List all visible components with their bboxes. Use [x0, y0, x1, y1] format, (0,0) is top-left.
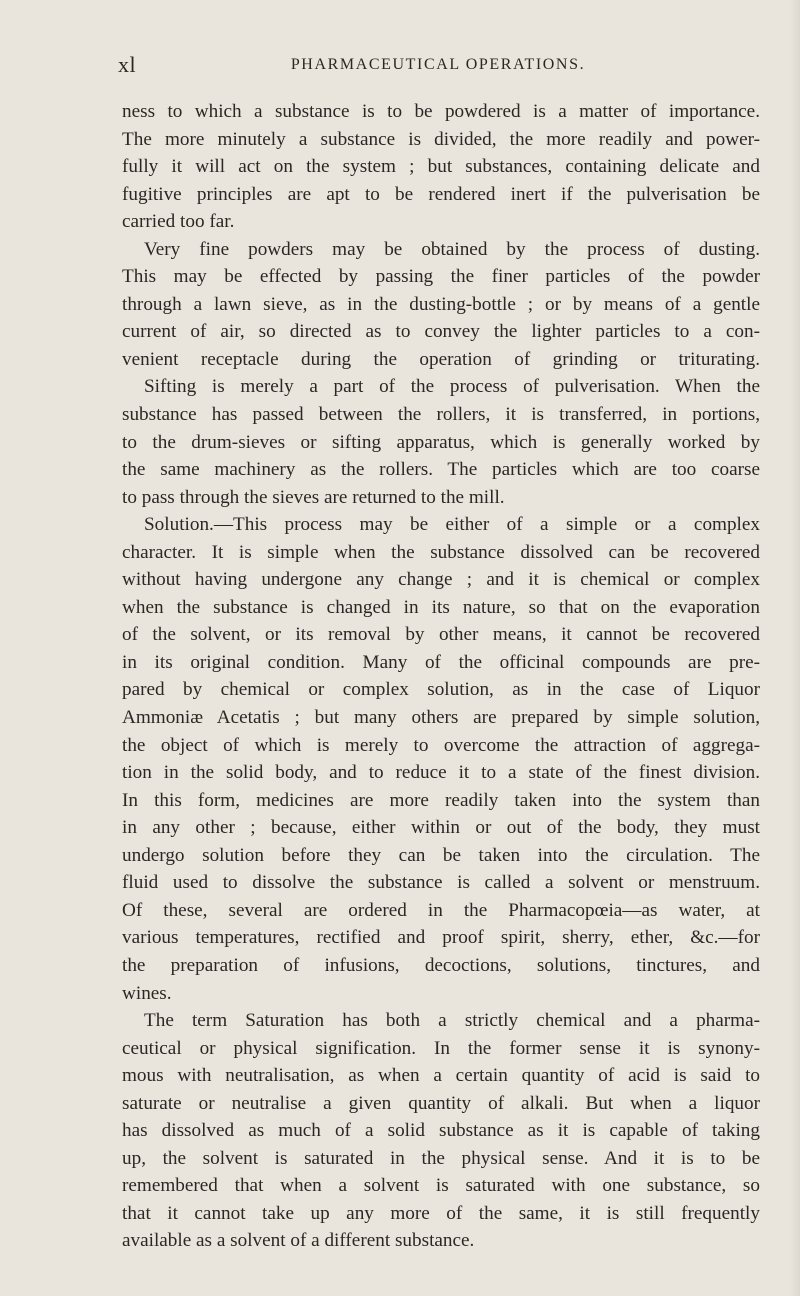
text-line: pared by chemical or complex solution, as in the case of Liquor	[122, 679, 760, 701]
text-line: available as a solvent of a different substance.	[122, 1230, 475, 1252]
text-line: various temperatures, rectified and proof spirit, sherry, ether, &c.—for	[122, 927, 760, 949]
text-line: has dissolved as much of a solid substance as it is capable of taking	[122, 1120, 760, 1142]
text-line: Sifting is merely a part of the process of pulverisation. When the	[144, 376, 760, 398]
text-line: in its original condition. Many of the officinal compounds are pre-	[122, 651, 760, 673]
text-line: Solution.—This process may be either of a simple or a complex	[144, 514, 760, 536]
text-line: to pass through the sieves are returned to the mill.	[122, 486, 505, 508]
text-line: the preparation of infusions, decoctions, solutions, tinctures, and	[122, 954, 760, 976]
text-line: Ammoniæ Acetatis ; but many others are prepared by simple solution,	[122, 707, 760, 729]
text-line: venient receptacle during the operation of grinding or triturating.	[122, 348, 760, 370]
text-line: that it cannot take up any more of the same, it is still frequently	[122, 1202, 760, 1224]
text-line: through a lawn sieve, as in the dusting-bottle ; or by means of a gentle	[122, 293, 760, 315]
text-line: undergo solution before they can be taken into the circulation. The	[122, 844, 760, 866]
text-line: This may be effected by passing the finer particles of the powder	[122, 266, 760, 288]
running-title: PHARMACEUTICAL OPERATIONS.	[290, 56, 586, 73]
text-line: remembered that when a solvent is saturated with one substance, so	[122, 1175, 760, 1197]
text-line: carried too far.	[122, 211, 235, 233]
body-text	[122, 98, 760, 1255]
text-line: in any other ; because, either within or out of the body, they must	[122, 817, 760, 839]
text-line: ness to which a substance is to be powdered is a matter of importance.	[122, 101, 760, 122]
text-line: current of air, so directed as to convey the lighter particles to a con-	[122, 321, 760, 343]
text-line: without having undergone any change ; and it is chemical or complex	[122, 569, 760, 591]
text-line: The term Saturation has both a strictly chemical and a pharma-	[144, 1010, 760, 1032]
text-line: tion in the solid body, and to reduce it to a state of the finest division.	[122, 762, 760, 784]
text-line: saturate or neutralise a given quantity of alkali. But when a liquor	[122, 1092, 760, 1114]
page-number: xl	[118, 52, 137, 77]
text-line: the object of which is merely to overcome the attraction of aggrega-	[122, 734, 760, 756]
text-line: of the solvent, or its removal by other means, it cannot be recovered	[122, 624, 760, 646]
text-line: when the substance is changed in its nature, so that on the evaporation	[122, 596, 760, 618]
text-line: In this form, medicines are more readily taken into the system than	[122, 789, 760, 811]
text-line: fluid used to dissolve the substance is called a solvent or menstruum.	[122, 872, 760, 894]
page-header	[118, 52, 758, 80]
text-line: mous with neutralisation, as when a certain quantity of acid is said to	[122, 1065, 760, 1087]
text-line: up, the solvent is saturated in the physical sense. And it is to be	[122, 1147, 760, 1169]
text-line: substance has passed between the rollers, it is transferred, in portions,	[122, 404, 760, 426]
page-edge-shadow	[790, 0, 800, 1296]
text-line: fully it will act on the system ; but substances, containing delicate and	[122, 156, 760, 178]
text-line: Of these, several are ordered in the Pharmacopœia—as water, at	[122, 899, 760, 921]
text-line: The more minutely a substance is divided, the more readily and power-	[122, 128, 760, 150]
text-line: to the drum-sieves or sifting apparatus, which is generally worked by	[122, 431, 760, 453]
text-line: wines.	[122, 982, 172, 1004]
text-line: ceutical or physical signification. In the former sense it is synony-	[122, 1037, 760, 1059]
text-line: the same machinery as the rollers. The particles which are too coarse	[122, 459, 760, 481]
text-line: character. It is simple when the substance dissolved can be recovered	[122, 541, 760, 563]
text-line: fugitive principles are apt to be rendered inert if the pulverisation be	[122, 183, 760, 205]
text-line: Very fine powders may be obtained by the process of dusting.	[144, 238, 760, 260]
